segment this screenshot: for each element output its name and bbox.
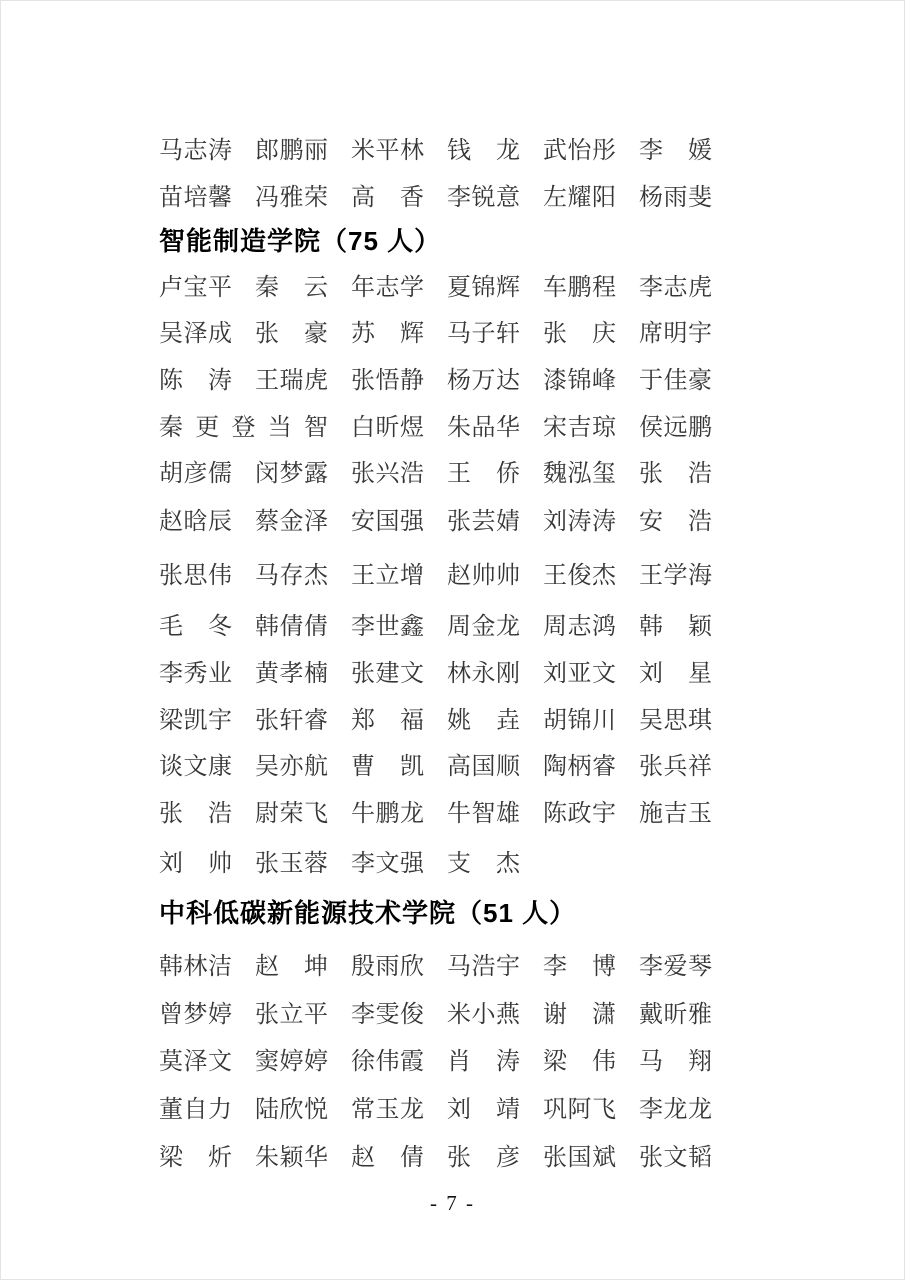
person-name: 张浩 bbox=[159, 801, 232, 827]
person-name: 胡锦川 bbox=[543, 708, 616, 734]
person-name: 曹凯 bbox=[351, 754, 424, 780]
name-row bbox=[159, 366, 712, 396]
name-row bbox=[159, 183, 712, 213]
person-name: 赵帅帅 bbox=[447, 563, 520, 589]
person-name: 张立平 bbox=[255, 1002, 328, 1028]
person-name: 韩颖 bbox=[639, 614, 712, 640]
person-name: 胡彦儒 bbox=[159, 461, 232, 487]
person-name: 年志学 bbox=[351, 275, 424, 301]
person-name: 钱龙 bbox=[447, 138, 520, 164]
name-row bbox=[159, 1143, 712, 1173]
person-name: 莫泽文 bbox=[159, 1049, 232, 1075]
person-name: 李爱琴 bbox=[639, 954, 712, 980]
person-name: 魏泓玺 bbox=[543, 461, 616, 487]
person-name: 蔡金泽 bbox=[255, 509, 328, 535]
person-name: 张国斌 bbox=[543, 1145, 616, 1171]
person-name: 张兵祥 bbox=[639, 754, 712, 780]
person-name: 董自力 bbox=[159, 1097, 232, 1123]
person-name: 陈政宇 bbox=[543, 801, 616, 827]
person-name: 刘帅 bbox=[159, 851, 232, 877]
person-name: 郑福 bbox=[351, 708, 424, 734]
name-row bbox=[159, 459, 712, 489]
person-name: 张轩睿 bbox=[255, 708, 328, 734]
person-name: 常玉龙 bbox=[351, 1097, 424, 1123]
name-row bbox=[159, 799, 712, 829]
person-name: 黄孝楠 bbox=[255, 661, 328, 687]
section-heading: 智能制造学院（75 人） bbox=[159, 226, 442, 256]
person-name: 刘靖 bbox=[447, 1097, 520, 1123]
person-name: 席明宇 bbox=[639, 321, 712, 347]
person-name: 郎鹏丽 bbox=[255, 138, 328, 164]
person-name: 周志鸿 bbox=[543, 614, 616, 640]
name-row bbox=[159, 752, 712, 782]
person-name: 韩倩倩 bbox=[255, 614, 328, 640]
person-name: 朱颖华 bbox=[255, 1145, 328, 1171]
person-name: 秦云 bbox=[255, 275, 328, 301]
person-name: 李雯俊 bbox=[351, 1002, 424, 1028]
name-row bbox=[159, 561, 712, 591]
page-number: - 7 - bbox=[430, 1191, 475, 1215]
person-name: 刘涛涛 bbox=[543, 509, 616, 535]
person-name: 李博 bbox=[543, 954, 616, 980]
person-name: 于佳豪 bbox=[639, 368, 712, 394]
person-name: 朱品华 bbox=[447, 415, 520, 441]
person-name: 安国强 bbox=[351, 509, 424, 535]
person-name: 侯远鹏 bbox=[639, 415, 712, 441]
person-name: 梁炘 bbox=[159, 1145, 232, 1171]
person-name: 巩阿飞 bbox=[543, 1097, 616, 1123]
person-name: 刘亚文 bbox=[543, 661, 616, 687]
person-name: 曾梦婷 bbox=[159, 1002, 232, 1028]
name-row bbox=[159, 319, 712, 349]
person-name: 车鹏程 bbox=[543, 275, 616, 301]
person-name: 肖涛 bbox=[447, 1049, 520, 1075]
person-name: 王俊杰 bbox=[543, 563, 616, 589]
name-row bbox=[159, 849, 712, 879]
person-name: 高国顺 bbox=[447, 754, 520, 780]
person-name: 施吉玉 bbox=[639, 801, 712, 827]
person-name: 谢潇 bbox=[543, 1002, 616, 1028]
person-name: 林永刚 bbox=[447, 661, 520, 687]
section-heading: 中科低碳新能源技术学院（51 人） bbox=[159, 898, 577, 928]
person-name: 杨雨斐 bbox=[639, 185, 712, 211]
person-name: 李秀业 bbox=[159, 661, 232, 687]
person-name: 王侨 bbox=[447, 461, 520, 487]
person-name: 李志虎 bbox=[639, 275, 712, 301]
person-name: 梁伟 bbox=[543, 1049, 616, 1075]
person-name: 徐伟霞 bbox=[351, 1049, 424, 1075]
person-name: 张浩 bbox=[639, 461, 712, 487]
person-name: 卢宝平 bbox=[159, 275, 232, 301]
person-name: 马子轩 bbox=[447, 321, 520, 347]
person-name: 支杰 bbox=[447, 851, 520, 877]
person-name: 张庆 bbox=[543, 321, 616, 347]
person-name: 吴亦航 bbox=[255, 754, 328, 780]
person-name: 冯雅荣 bbox=[255, 185, 328, 211]
person-name: 李媛 bbox=[639, 138, 712, 164]
name-row bbox=[159, 273, 712, 303]
person-name: 韩林洁 bbox=[159, 954, 232, 980]
person-name: 张思伟 bbox=[159, 563, 232, 589]
person-name: 张芸婧 bbox=[447, 509, 520, 535]
name-row bbox=[159, 659, 712, 689]
person-name: 马翔 bbox=[639, 1049, 712, 1075]
person-name: 安浩 bbox=[639, 509, 712, 535]
person-name: 吴思琪 bbox=[639, 708, 712, 734]
person-name: 李世鑫 bbox=[351, 614, 424, 640]
person-name: 张建文 bbox=[351, 661, 424, 687]
name-row bbox=[159, 952, 712, 982]
person-name: 王立增 bbox=[351, 563, 424, 589]
person-name: 白昕煜 bbox=[351, 415, 424, 441]
person-name: 秦更登当智 bbox=[159, 415, 328, 441]
person-name: 毛冬 bbox=[159, 614, 232, 640]
person-name: 戴昕雅 bbox=[639, 1002, 712, 1028]
person-name: 杨万达 bbox=[447, 368, 520, 394]
person-name: 牛智雄 bbox=[447, 801, 520, 827]
person-name: 左耀阳 bbox=[543, 185, 616, 211]
person-name: 高香 bbox=[351, 185, 424, 211]
person-name: 米小燕 bbox=[447, 1002, 520, 1028]
name-row bbox=[159, 612, 712, 642]
person-name: 张彦 bbox=[447, 1145, 520, 1171]
person-name: 殷雨欣 bbox=[351, 954, 424, 980]
person-name: 王瑞虎 bbox=[255, 368, 328, 394]
person-name: 陶柄睿 bbox=[543, 754, 616, 780]
person-name: 赵晗辰 bbox=[159, 509, 232, 535]
person-name: 窦婷婷 bbox=[255, 1049, 328, 1075]
person-name: 漆锦峰 bbox=[543, 368, 616, 394]
person-name: 牛鹏龙 bbox=[351, 801, 424, 827]
person-name: 尉荣飞 bbox=[255, 801, 328, 827]
person-name: 周金龙 bbox=[447, 614, 520, 640]
person-name: 米平林 bbox=[351, 138, 424, 164]
person-name: 夏锦辉 bbox=[447, 275, 520, 301]
person-name: 陆欣悦 bbox=[255, 1097, 328, 1123]
person-name: 闵梦露 bbox=[255, 461, 328, 487]
person-name: 张兴浩 bbox=[351, 461, 424, 487]
person-name: 赵倩 bbox=[351, 1145, 424, 1171]
name-row bbox=[159, 136, 712, 166]
person-name: 李文强 bbox=[351, 851, 424, 877]
name-row bbox=[159, 507, 712, 537]
person-name: 谈文康 bbox=[159, 754, 232, 780]
name-row bbox=[159, 413, 712, 443]
person-name: 李锐意 bbox=[447, 185, 520, 211]
person-name: 张豪 bbox=[255, 321, 328, 347]
person-name: 张文韬 bbox=[639, 1145, 712, 1171]
person-name: 马志涛 bbox=[159, 138, 232, 164]
person-name: 张悟静 bbox=[351, 368, 424, 394]
person-name: 武怡彤 bbox=[543, 138, 616, 164]
name-row bbox=[159, 1095, 712, 1125]
person-name: 姚垚 bbox=[447, 708, 520, 734]
person-name: 赵坤 bbox=[255, 954, 328, 980]
person-name: 李龙龙 bbox=[639, 1097, 712, 1123]
person-name: 张玉蓉 bbox=[255, 851, 328, 877]
person-name: 马浩宇 bbox=[447, 954, 520, 980]
person-name: 苗培馨 bbox=[159, 185, 232, 211]
name-row bbox=[159, 1000, 712, 1030]
person-name: 宋吉琼 bbox=[543, 415, 616, 441]
name-row bbox=[159, 1047, 712, 1077]
name-row bbox=[159, 706, 712, 736]
person-name: 刘星 bbox=[639, 661, 712, 687]
person-name: 苏辉 bbox=[351, 321, 424, 347]
person-name: 吴泽成 bbox=[159, 321, 232, 347]
person-name: 梁凯宇 bbox=[159, 708, 232, 734]
person-name: 陈涛 bbox=[159, 368, 232, 394]
person-name: 王学海 bbox=[639, 563, 712, 589]
person-name: 马存杰 bbox=[255, 563, 328, 589]
